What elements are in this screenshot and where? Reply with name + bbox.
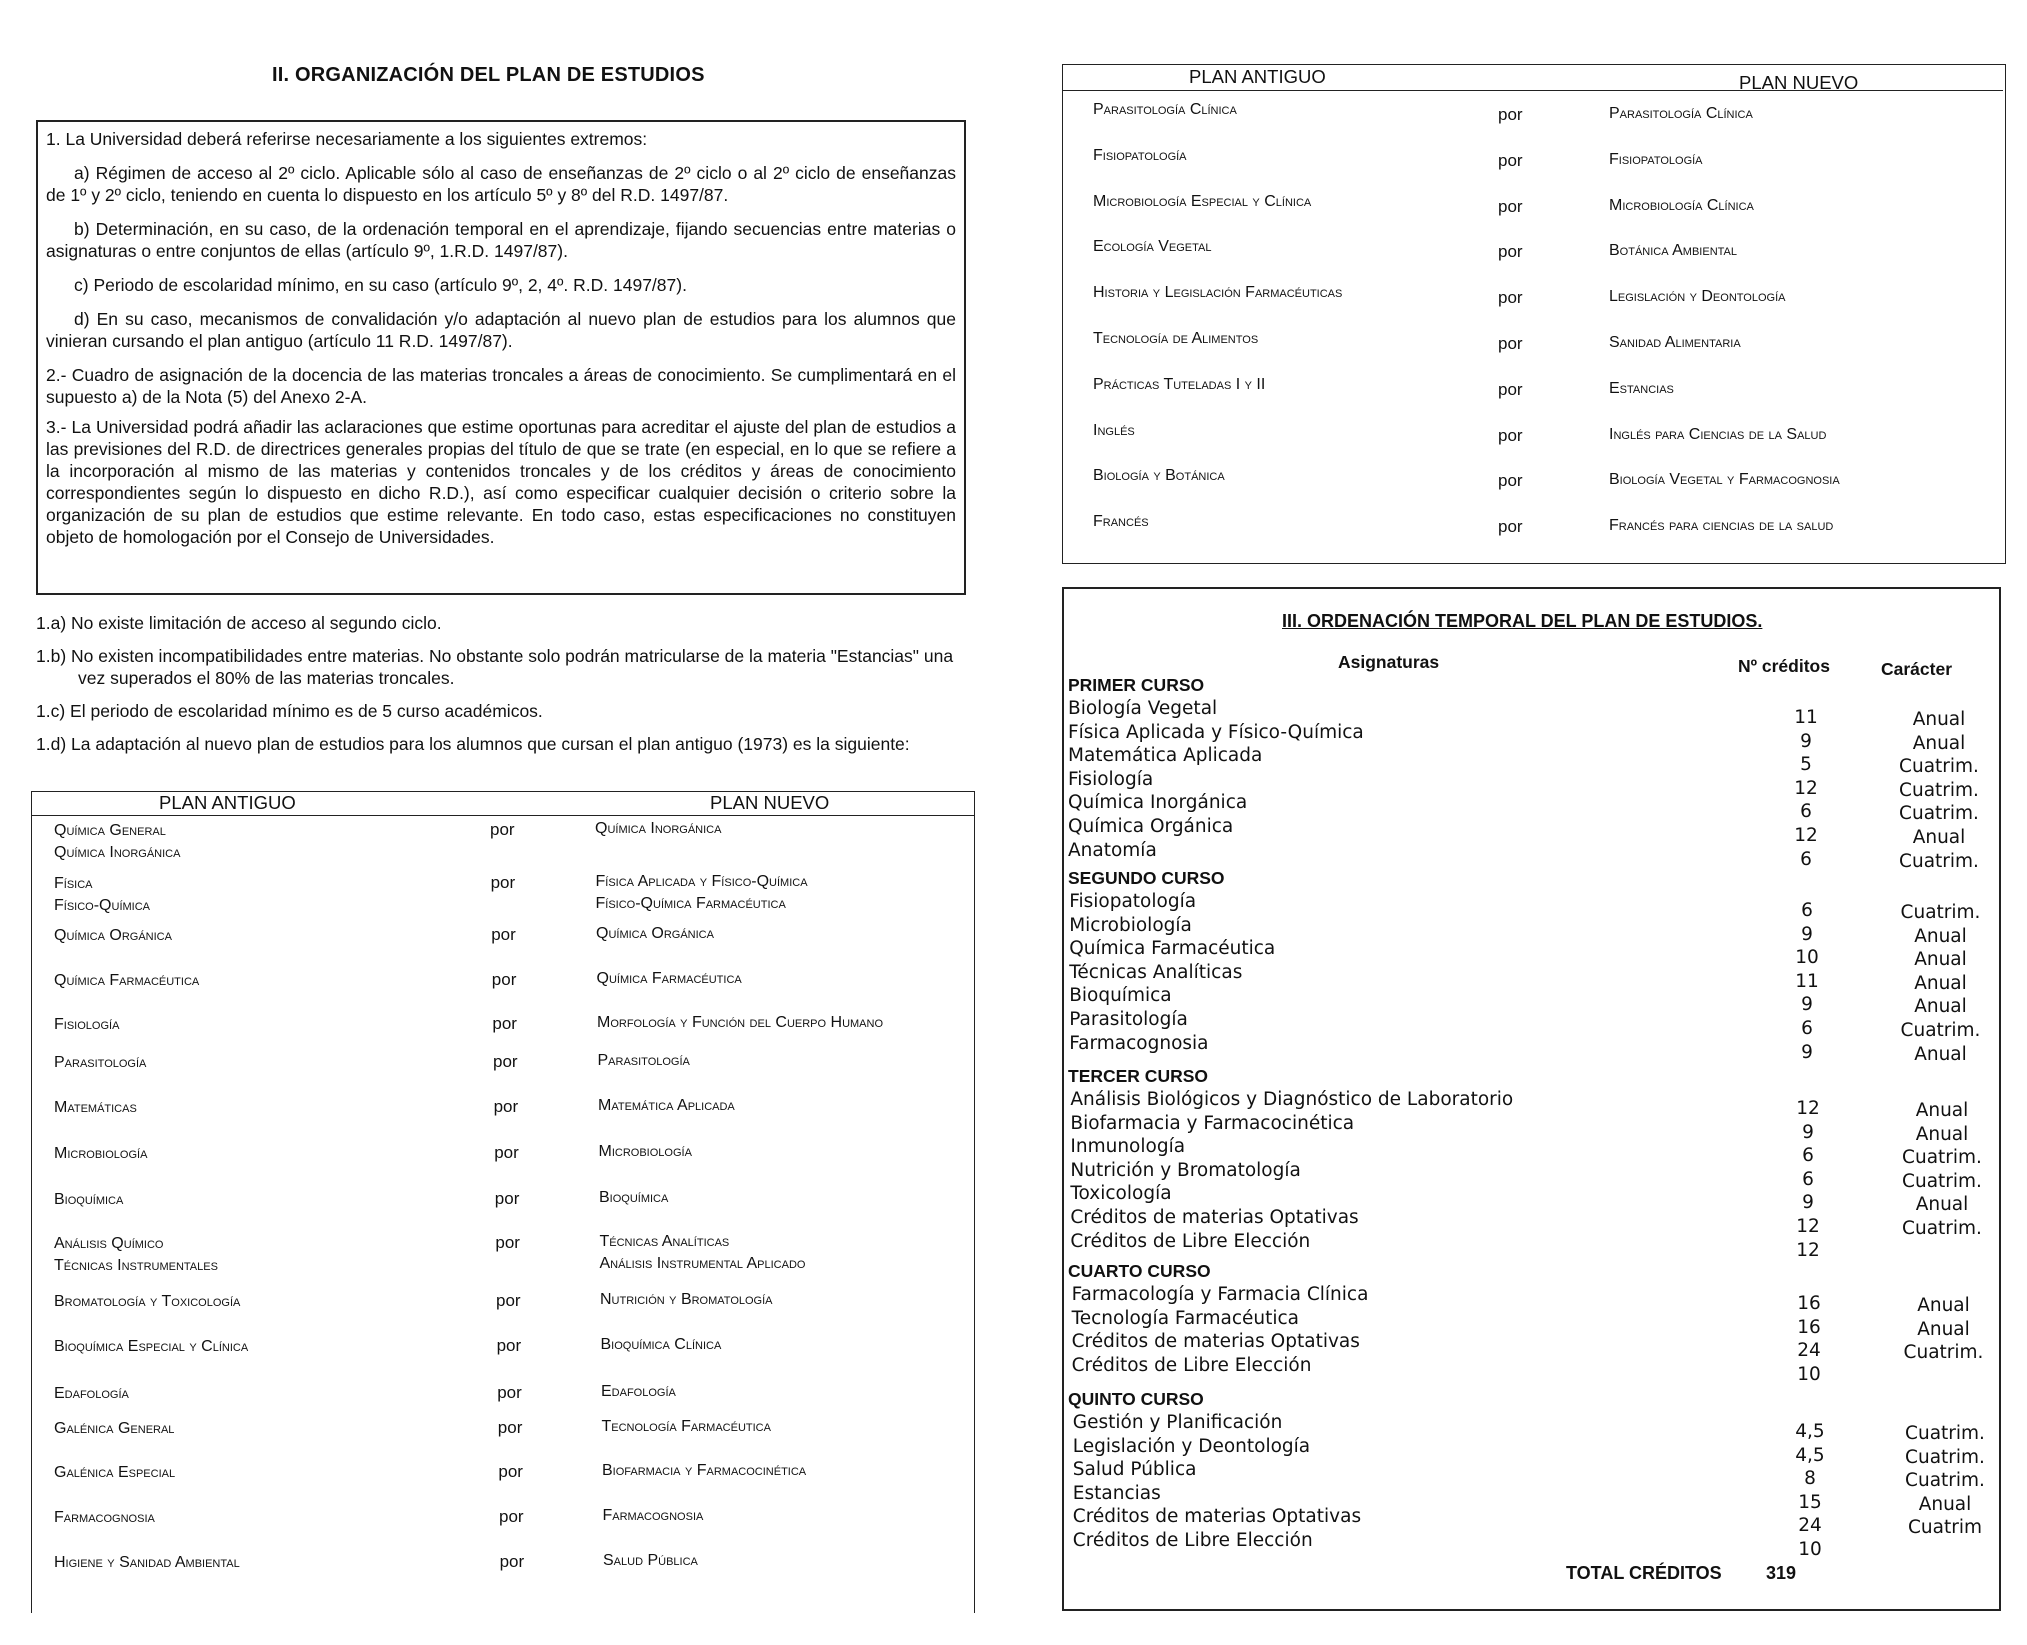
adaptation-notes bbox=[36, 612, 971, 766]
adaptation-row bbox=[54, 1338, 954, 1378]
subject-type: Anual bbox=[1914, 925, 1967, 947]
subject-type: Cuatrim. bbox=[1905, 1446, 1985, 1468]
subject-name: Tecnología Farmacéutica bbox=[1071, 1307, 1300, 1329]
subject-credits: 10 bbox=[1798, 1539, 1822, 1560]
subject-credits: 4,5 bbox=[1795, 1421, 1825, 1442]
plan-old-subject: Bromatología y Toxicología bbox=[54, 1293, 241, 1310]
por-connector: por bbox=[496, 1336, 522, 1355]
plan-old-subject: Química Farmacéutica bbox=[54, 972, 200, 989]
adaptation-row bbox=[54, 1054, 954, 1094]
subject-type: Anual bbox=[1915, 1123, 1969, 1145]
plan-new-subject-2: Análisis Instrumental Aplicado bbox=[599, 1255, 806, 1272]
plan-new-subject: Parasitología Clínica bbox=[1609, 105, 1753, 122]
adaptation-row bbox=[54, 875, 954, 915]
plan-new-subject: Tecnología Farmacéutica bbox=[601, 1418, 771, 1435]
right-table-head-new: PLAN NUEVO bbox=[1739, 72, 1859, 93]
subject-name: Créditos de materias Optativas bbox=[1071, 1331, 1360, 1353]
adaptation-row bbox=[1093, 376, 1993, 406]
subject-name: Toxicología bbox=[1070, 1183, 1172, 1205]
plan-old-subject: Edafología bbox=[54, 1385, 129, 1402]
subject-credits: 15 bbox=[1798, 1491, 1822, 1513]
por-connector: por bbox=[492, 1014, 517, 1033]
por-connector: por bbox=[1498, 196, 1523, 216]
adaptation-row bbox=[1093, 284, 1993, 314]
subject-name: Fisiología bbox=[1068, 768, 1154, 790]
plan-new-subject: Química Farmacéutica bbox=[596, 970, 742, 987]
plan-new-subject: Química Orgánica bbox=[596, 925, 714, 942]
adaptation-row bbox=[1093, 147, 1993, 177]
por-connector: por bbox=[491, 970, 517, 989]
adaptation-row bbox=[54, 1293, 954, 1333]
subject-type: Cuatrim. bbox=[1902, 1170, 1982, 1192]
subject-credits: 11 bbox=[1794, 707, 1818, 728]
plan-old-subject: Francés bbox=[1093, 513, 1149, 531]
subject-type: Cuatrim. bbox=[1899, 850, 1979, 872]
subject-name: Estancias bbox=[1072, 1482, 1161, 1504]
subject-name: Créditos de materias Optativas bbox=[1070, 1207, 1359, 1228]
por-connector: por bbox=[1498, 334, 1523, 353]
subject-name: Inmunología bbox=[1070, 1136, 1186, 1158]
subject-type: Cuatrim. bbox=[1899, 803, 1979, 825]
plan-new-subject: Química Inorgánica bbox=[595, 820, 722, 837]
subject-type: Cuatrim. bbox=[1902, 1147, 1982, 1169]
por-connector: por bbox=[1498, 288, 1523, 308]
note-1a: 1.a) No existe limitación de acceso al segundo ciclo. bbox=[36, 613, 442, 633]
plan-old-subject: Parasitología Clínica bbox=[1093, 101, 1237, 118]
subject-type: Anual bbox=[1914, 1043, 1967, 1065]
year-label: PRIMER CURSO bbox=[1068, 675, 1205, 695]
plan-old-subject: Bioquímica bbox=[54, 1191, 124, 1208]
plan-new-subject: Física Aplicada y Físico-Química bbox=[595, 873, 808, 890]
plan-old-subject: Fisiopatología bbox=[1093, 146, 1187, 164]
subject-type: Cuatrim. bbox=[1903, 1342, 1984, 1364]
por-connector: por bbox=[1498, 379, 1523, 399]
adaptation-row bbox=[54, 927, 954, 967]
subject-type: Anual bbox=[1914, 949, 1967, 971]
left-adaptation-table bbox=[31, 791, 975, 1613]
adaptation-row bbox=[1093, 513, 1993, 543]
instruction-1d: d) En su caso, mecanismos de convalidación y/o adaptación al nuevo plan de estudios para los alumnos que vinieran cursando el plan antiguo (artículo 11 R.D. 1497/87). bbox=[46, 309, 956, 351]
subject-type: Cuatrim bbox=[1908, 1517, 1982, 1539]
plan-new-subject: Parasitología bbox=[597, 1052, 690, 1069]
plan-old-subject: Biología y Botánica bbox=[1093, 467, 1225, 485]
por-connector: por bbox=[1498, 517, 1523, 537]
subject-type: Anual bbox=[1912, 827, 1966, 848]
subject-name: Créditos de Libre Elección bbox=[1071, 1354, 1312, 1376]
plan-new-subject: Fisiopatología bbox=[1609, 150, 1703, 168]
plan-old-subject: Microbiología bbox=[54, 1145, 148, 1162]
plan-new-subject: Salud Pública bbox=[603, 1552, 698, 1569]
plan-new-subject: Inglés para Ciencias de la Salud bbox=[1609, 425, 1827, 443]
subject-type: Anual bbox=[1915, 1194, 1969, 1216]
subject-type: Anual bbox=[1912, 709, 1966, 730]
por-connector: por bbox=[491, 925, 516, 944]
adaptation-row bbox=[1093, 422, 1993, 452]
col-head-subjects: Asignaturas bbox=[1338, 652, 1440, 672]
note-1c: 1.c) El periodo de escolaridad mínimo es de 5 curso académicos. bbox=[36, 701, 543, 721]
subject-name: Química Farmacéutica bbox=[1069, 938, 1276, 960]
adaptation-row bbox=[1093, 238, 1993, 268]
col-head-credits: Nº créditos bbox=[1738, 656, 1830, 676]
plan-new-subject: Botánica Ambiental bbox=[1609, 242, 1737, 260]
subject-credits: 6 bbox=[1800, 848, 1812, 870]
adaptation-row bbox=[1093, 467, 1993, 497]
subject-name: Salud Pública bbox=[1072, 1459, 1197, 1481]
plan-old-subject-2: Química Inorgánica bbox=[54, 844, 181, 861]
subject-type: Anual bbox=[1912, 732, 1966, 754]
por-connector: por bbox=[496, 1291, 521, 1310]
plan-new-subject: Francés para ciencias de la salud bbox=[1609, 517, 1834, 535]
por-connector: por bbox=[497, 1383, 522, 1402]
plan-old-subject: Matemáticas bbox=[54, 1099, 137, 1116]
adaptation-row bbox=[1093, 193, 1993, 223]
adaptation-row bbox=[54, 1235, 954, 1275]
subject-type: Anual bbox=[1914, 996, 1967, 1018]
subject-name: Créditos de Libre Elección bbox=[1072, 1530, 1313, 1551]
subject-credits: 6 bbox=[1802, 1145, 1814, 1167]
col-head-type: Carácter bbox=[1881, 659, 1953, 679]
year-label: QUINTO CURSO bbox=[1068, 1389, 1204, 1409]
subject-credits: 8 bbox=[1804, 1468, 1816, 1490]
por-connector: por bbox=[1498, 242, 1523, 262]
subject-type: Cuatrim. bbox=[1905, 1470, 1985, 1492]
note-1b: 1.b) No existen incompatibilidades entre materias. No obstante solo podrán matricularse de la materia "Estancias" una vez superados el 80% de las materias troncales. bbox=[36, 646, 954, 688]
subject-credits: 12 bbox=[1796, 1098, 1820, 1119]
por-connector: por bbox=[494, 1189, 520, 1208]
por-connector: por bbox=[498, 1462, 523, 1481]
subject-credits: 9 bbox=[1801, 923, 1813, 945]
subject-type: Anual bbox=[1914, 972, 1967, 994]
subject-name: Legislación y Deontología bbox=[1072, 1435, 1311, 1457]
subject-name: Gestión y Planificación bbox=[1072, 1412, 1283, 1433]
subject-type: Anual bbox=[1917, 1295, 1970, 1316]
plan-old-subject: Galénica Especial bbox=[54, 1464, 176, 1481]
plan-old-subject: Prácticas Tuteladas I y II bbox=[1093, 375, 1266, 393]
adaptation-row bbox=[1093, 101, 1993, 131]
subject-credits: 12 bbox=[1796, 1239, 1820, 1261]
subject-name: Matemática Aplicada bbox=[1068, 745, 1263, 767]
por-connector: por bbox=[1498, 105, 1523, 124]
subject-name: Microbiología bbox=[1069, 914, 1192, 936]
plan-old-subject: Fisiología bbox=[54, 1016, 120, 1033]
por-connector: por bbox=[493, 1097, 519, 1116]
subject-credits: 12 bbox=[1794, 777, 1818, 799]
plan-new-subject: Bioquímica Clínica bbox=[600, 1336, 722, 1353]
por-connector: por bbox=[495, 1233, 520, 1252]
subject-name: Análisis Biológicos y Diagnóstico de Laboratorio bbox=[1070, 1089, 1514, 1110]
subject-credits: 6 bbox=[1800, 801, 1812, 823]
por-connector: por bbox=[499, 1552, 525, 1571]
subject-name: Farmacología y Farmacia Clínica bbox=[1071, 1284, 1369, 1305]
subject-credits: 6 bbox=[1802, 1168, 1814, 1190]
plan-old-subject: Química Orgánica bbox=[54, 927, 172, 944]
subject-credits: 9 bbox=[1800, 730, 1812, 752]
instruction-1b: b) Determinación, en su caso, de la ordenación temporal en el aprendizaje, fijando secuencias entre materias o asignaturas o entre conjuntos de ellas (artículo 9º, 1.R.D. 1497/87). bbox=[46, 219, 956, 261]
subject-type: Anual bbox=[1917, 1318, 1970, 1340]
left-table-header-rule bbox=[32, 815, 974, 816]
subject-name: Parasitología bbox=[1069, 1009, 1188, 1030]
subject-credits: 16 bbox=[1797, 1316, 1821, 1338]
plan-new-subject: Farmacognosia bbox=[602, 1507, 704, 1524]
por-connector: por bbox=[1498, 425, 1523, 445]
por-connector: por bbox=[499, 1507, 524, 1526]
temporal-order-panel bbox=[1062, 587, 2001, 1611]
subject-type: Cuatrim. bbox=[1900, 1020, 1981, 1041]
plan-new-subject: Nutrición y Bromatología bbox=[600, 1291, 773, 1308]
adaptation-row bbox=[54, 1099, 954, 1139]
plan-new-subject: Estancias bbox=[1609, 379, 1674, 397]
plan-new-subject: Microbiología bbox=[598, 1143, 692, 1160]
plan-new-subject: Biofarmacia y Farmacocinética bbox=[602, 1462, 807, 1479]
plan-new-subject: Bioquímica bbox=[599, 1189, 669, 1206]
por-connector: por bbox=[1498, 471, 1523, 491]
subject-credits: 24 bbox=[1798, 1515, 1822, 1537]
plan-new-subject-2: Físico-Química Farmacéutica bbox=[595, 895, 786, 912]
instruction-1a: a) Régimen de acceso al 2º ciclo. Aplicable sólo al caso de enseñanzas de 2º ciclo o al 2º ciclo de enseñanzas de 1º y 2º ciclo, teniendo en cuenta lo dispuesto en los artículo 5º y 8º del R.D. 1497/87. bbox=[46, 163, 956, 205]
por-connector: por bbox=[490, 820, 515, 839]
adaptation-row bbox=[54, 1509, 954, 1549]
adaptation-row bbox=[54, 1016, 954, 1056]
subject-credits: 6 bbox=[1801, 900, 1813, 921]
subject-name: Química Orgánica bbox=[1068, 816, 1234, 837]
subject-name: Créditos de materias Optativas bbox=[1072, 1506, 1362, 1528]
right-table-header-rule bbox=[1063, 90, 2003, 91]
plan-old-subject: Higiene y Sanidad Ambiental bbox=[54, 1554, 240, 1571]
subject-credits: 24 bbox=[1797, 1340, 1821, 1362]
year-label: CUARTO CURSO bbox=[1068, 1261, 1211, 1281]
subject-credits: 9 bbox=[1801, 1041, 1813, 1063]
subject-name: Química Inorgánica bbox=[1068, 792, 1248, 814]
subject-type: Anual bbox=[1915, 1100, 1969, 1121]
instructions-box bbox=[36, 120, 966, 595]
instruction-1c: c) Periodo de escolaridad mínimo, en su caso (artículo 9º, 2, 4º. R.D. 1497/87). bbox=[74, 275, 687, 295]
por-connector: por bbox=[490, 873, 516, 892]
plan-old-subject: Química General bbox=[54, 822, 166, 839]
subject-type: Cuatrim. bbox=[1899, 756, 1979, 778]
adaptation-row bbox=[54, 1420, 954, 1460]
adaptation-row bbox=[54, 1554, 954, 1594]
adaptation-row bbox=[54, 1145, 954, 1185]
plan-new-subject: Edafología bbox=[601, 1383, 676, 1400]
subject-credits: 11 bbox=[1795, 970, 1819, 992]
subject-name: Créditos de Libre Elección bbox=[1070, 1230, 1311, 1252]
plan-old-subject: Bioquímica Especial y Clínica bbox=[54, 1338, 249, 1355]
section-3-title: III. ORDENACIÓN TEMPORAL DEL PLAN DE ESTUDIOS. bbox=[1282, 611, 1763, 631]
por-connector: por bbox=[493, 1052, 518, 1071]
plan-old-subject: Ecología Vegetal bbox=[1093, 238, 1212, 256]
subject-name: Biofarmacia y Farmacocinética bbox=[1070, 1112, 1355, 1134]
plan-old-subject: Tecnología de Alimentos bbox=[1093, 330, 1259, 347]
subject-credits: 9 bbox=[1802, 1121, 1814, 1143]
adaptation-row bbox=[54, 822, 954, 862]
por-connector: por bbox=[494, 1143, 519, 1162]
subject-type: Cuatrim. bbox=[1900, 902, 1981, 923]
plan-new-subject: Técnicas Analíticas bbox=[599, 1233, 730, 1250]
subject-credits: 6 bbox=[1801, 1018, 1813, 1039]
plan-old-subject: Microbiología Especial y Clínica bbox=[1093, 192, 1312, 210]
subject-name: Biología Vegetal bbox=[1068, 698, 1218, 719]
subject-credits: 9 bbox=[1801, 994, 1813, 1016]
subject-credits: 4,5 bbox=[1795, 1444, 1825, 1466]
subject-credits: 12 bbox=[1794, 825, 1818, 846]
subject-name: Nutrición y Bromatología bbox=[1070, 1159, 1301, 1181]
plan-new-subject: Legislación y Deontología bbox=[1609, 288, 1786, 306]
section-2-title: II. ORGANIZACIÓN DEL PLAN DE ESTUDIOS bbox=[272, 64, 705, 86]
total-credits-label: TOTAL CRÉDITOS bbox=[1566, 1563, 1722, 1583]
subject-name: Bioquímica bbox=[1069, 985, 1172, 1007]
instruction-2: 2.- Cuadro de asignación de la docencia de las materias troncales a áreas de conocimiento. Se cumplimentará en el supuesto a) de la Nota (5) del Anexo 2-A. bbox=[46, 365, 956, 407]
plan-old-subject: Farmacognosia bbox=[54, 1509, 155, 1526]
subject-name: Farmacognosia bbox=[1069, 1032, 1209, 1054]
right-table-head-old: PLAN ANTIGUO bbox=[1189, 66, 1326, 87]
plan-new-subject: Sanidad Alimentaria bbox=[1609, 334, 1741, 351]
plan-old-subject: Análisis Químico bbox=[54, 1235, 164, 1252]
plan-old-subject: Física bbox=[54, 875, 93, 892]
total-credits-value: 319 bbox=[1766, 1563, 1797, 1583]
plan-old-subject: Parasitología bbox=[54, 1054, 147, 1071]
adaptation-row bbox=[1093, 330, 1993, 360]
plan-old-subject-2: Técnicas Instrumentales bbox=[54, 1257, 218, 1274]
note-1d: 1.d) La adaptación al nuevo plan de estudios para los alumnos que cursan el plan antiguo (1973) es la siguiente: bbox=[36, 734, 910, 754]
plan-new-subject: Microbiología Clínica bbox=[1609, 196, 1754, 214]
subject-credits: 16 bbox=[1797, 1293, 1821, 1314]
plan-new-subject: Morfología y Función del Cuerpo Humano bbox=[597, 1014, 884, 1031]
subject-type: Cuatrim. bbox=[1905, 1423, 1985, 1444]
right-adaptation-table bbox=[1062, 64, 2006, 564]
por-connector: por bbox=[497, 1418, 523, 1437]
por-connector: por bbox=[1498, 150, 1523, 170]
plan-new-subject: Matemática Aplicada bbox=[598, 1097, 735, 1114]
subject-name: Anatomía bbox=[1068, 839, 1157, 861]
subject-name: Física Aplicada y Físico-Química bbox=[1068, 721, 1364, 743]
plan-old-subject: Historia y Legislación Farmacéuticas bbox=[1093, 284, 1343, 302]
left-table-head-old: PLAN ANTIGUO bbox=[159, 792, 296, 813]
left-table-head-new: PLAN NUEVO bbox=[710, 792, 830, 813]
subject-credits: 12 bbox=[1796, 1216, 1820, 1237]
subject-credits: 10 bbox=[1797, 1363, 1821, 1385]
subject-type: Anual bbox=[1918, 1493, 1972, 1515]
plan-old-subject: Inglés bbox=[1093, 421, 1135, 439]
subject-name: Técnicas Analíticas bbox=[1069, 961, 1243, 983]
plan-old-subject: Galénica General bbox=[54, 1420, 175, 1437]
subject-type: Cuatrim. bbox=[1902, 1218, 1982, 1239]
year-label: TERCER CURSO bbox=[1068, 1066, 1209, 1086]
instruction-1: 1. La Universidad deberá referirse necesariamente a los siguientes extremos: bbox=[46, 129, 648, 149]
adaptation-row bbox=[54, 1191, 954, 1231]
plan-new-subject: Biología Vegetal y Farmacognosia bbox=[1609, 471, 1840, 489]
subject-name: Fisiopatología bbox=[1069, 891, 1197, 912]
instruction-3: 3.- La Universidad podrá añadir las aclaraciones que estime oportunas para acreditar el ajuste del plan de estudios a las previsiones del R.D. de directrices generales propias del título de que se trate (en especial, en lo que se refiere a la incorporación al mismo de las materias y contenidos troncales y de los créditos y áreas de conocimiento correspondientes según lo dispuesto en dicho R.D.), así como especificar cualquier decisión o criterio sobre la organización de su plan de estudios que estime relevante. En todo caso, estas especificaciones no constituyen objeto de homologación por el Consejo de Universidades. bbox=[46, 417, 956, 547]
subject-credits: 5 bbox=[1800, 754, 1812, 776]
adaptation-row bbox=[54, 972, 954, 1012]
year-label: SEGUNDO CURSO bbox=[1068, 868, 1225, 888]
adaptation-row bbox=[54, 1464, 954, 1504]
plan-old-subject-2: Físico-Química bbox=[54, 897, 150, 914]
subject-type: Cuatrim. bbox=[1899, 779, 1979, 801]
subject-credits: 10 bbox=[1795, 947, 1819, 969]
subject-credits: 9 bbox=[1802, 1192, 1814, 1214]
